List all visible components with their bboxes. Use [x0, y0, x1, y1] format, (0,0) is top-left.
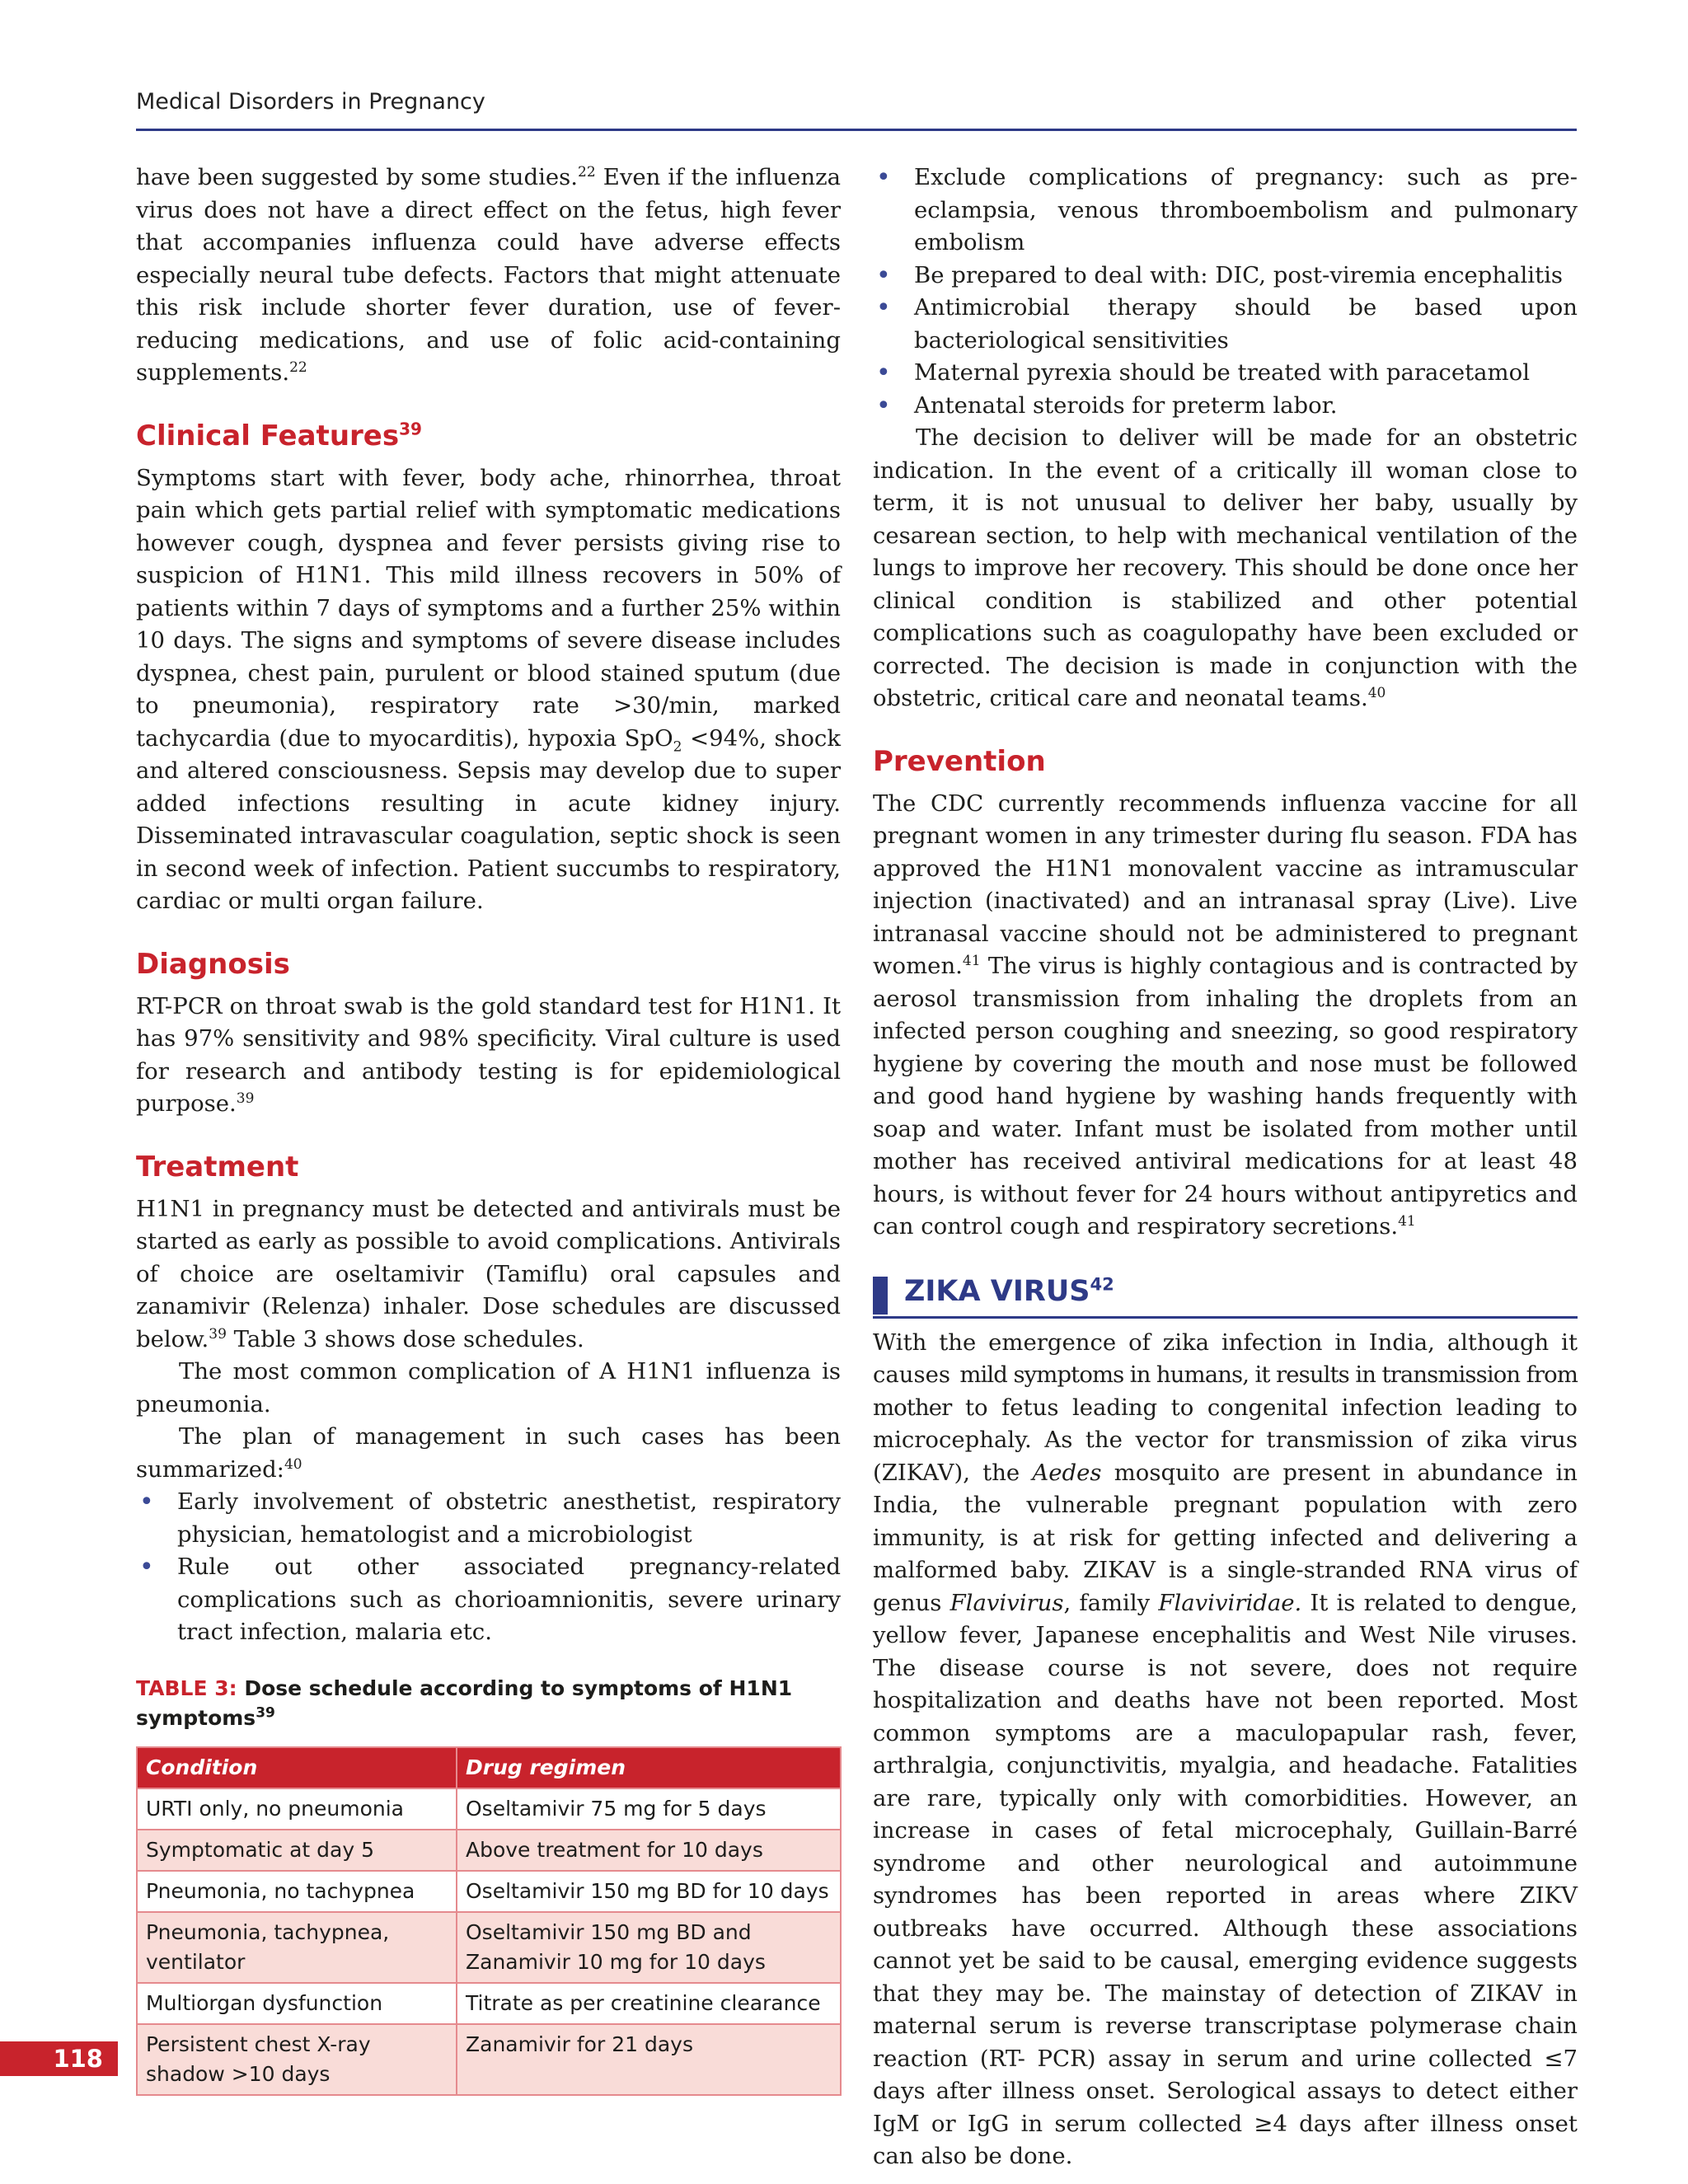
table-caption: TABLE 3: Dose schedule according to symptoms of H1N1 symptoms$^{39}$	[136, 1675, 793, 1730]
delivery-decision-paragraph: The decision to deliver will be made for an obstetric indication. In the event of a critically ill woman close to term, it is not unusual to deliver her baby, usually by cesarean section, to help with mechanical ventilation of the lungs to improve her recovery. This should be done once her clinical condition is stabilized and other potential complications such as coagulopathy have been excluded or corrected. The decision is made in conjunction with the obstetric, critical care and neonatal teams.$^{40}$	[873, 424, 1578, 711]
regimen-cell: Titrate as per creatinine clearance	[457, 1983, 841, 2024]
list-item: • Rule out other associated pregnancy-related complications such as chorioamnionitis, severe urinary tract infection, malaria etc.	[139, 1553, 841, 1645]
table-row	[137, 1912, 841, 1983]
regimen-cell: Oseltamivir 150 mg BD for 10 days	[457, 1871, 841, 1912]
bullet-icon: •	[876, 293, 891, 322]
diagnosis-paragraph: RT-PCR on throat swab is the gold standard test for H1N1. It has 97% sensitivity and 98% specificity. Viral culture is used for research and antibody testing is for epidemiological purpose.$^{39}$	[136, 992, 841, 1117]
section-marker	[873, 1277, 888, 1315]
complication-paragraph: The most common complication of A H1N1 influenza is pneumonia.	[136, 1358, 841, 1418]
prevention-heading: Prevention	[873, 744, 1046, 778]
condition-cell: URTI only, no pneumonia	[137, 1788, 457, 1830]
clinical-features-paragraph: Symptoms start with fever, body ache, rhinorrhea, throat pain which gets partial relief with symptomatic medications however cough, dyspnea and fever persists giving rise to suspicion of H1N1. This mild illness recovers in 50% of patients within 7 days of symptoms and a further 25% within 10 days. The signs and symptoms of severe disease includes dyspnea, chest pain, purulent or blood stained sputum (due to pneumonia), respiratory rate >30/min, marked tachycardia (due to myocarditis), hypoxia SpO$_2$ <94%, shock and altered consciousness. Sepsis may develop due to super added infections resulting in acute kidney injury. Disseminated intravascular coagulation, septic shock is seen in second week of infection. Patient succumbs to respiratory, cardiac or multi organ failure.	[136, 464, 842, 914]
diagnosis-heading: Diagnosis	[136, 947, 290, 981]
list-item: • Antenatal steroids for preterm labor.	[873, 390, 1578, 423]
prevention-paragraph: The CDC currently recommends influenza vaccine for all pregnant women in any trimester during flu season. FDA has approved the H1N1 monovalent vaccine as intramuscular injection (inactivated) and an intranasal spray (Live). Live intranasal vaccine should not be administered to pregnant women.$^{41}$ The virus is highly contagious and is contracted by aerosol transmission from inhaling the droplets from an infected person coughing and sneezing, so good respiratory hygiene by covering the mouth and nose must be followed and good hand hygiene by washing hands frequently with soap and water. Infant must be isolated from mother until mother has received antiviral medications for at least 48 hours, is without fever for 24 hours without antipyretics and can control cough and respiratory secretions.$^{41}$	[873, 790, 1578, 1240]
table-row	[137, 1788, 841, 1830]
bullet-icon: •	[876, 260, 891, 290]
table-row	[137, 2024, 841, 2095]
running-head: Medical Disorders in Pregnancy	[136, 89, 485, 115]
list-item: • Be prepared to deal with: DIC, post-viremia encephalitis	[873, 260, 1578, 293]
table-row	[137, 1830, 841, 1871]
table-header-row	[137, 1747, 841, 1788]
condition-cell: Persistent chest X-ray shadow >10 days	[137, 2024, 457, 2095]
regimen-cell: Above treatment for 10 days	[457, 1830, 841, 1871]
treatment-heading: Treatment	[136, 1150, 299, 1183]
header-rule	[136, 129, 1577, 131]
list-item: • Maternal pyrexia should be treated with paracetamol	[873, 357, 1578, 390]
condition-cell: Pneumonia, no tachypnea	[137, 1871, 457, 1912]
list-item: • Antimicrobial therapy should be based upon bacteriological sensitivities	[876, 293, 1578, 354]
regimen-cell: Oseltamivir 150 mg BD and Zanamivir 10 mg for 10 days	[457, 1912, 841, 1983]
column-header-condition: Condition	[137, 1747, 457, 1788]
left-column	[136, 162, 841, 2096]
regimen-cell: Zanamivir for 21 days	[457, 2024, 841, 2095]
intro-paragraph: have been suggested by some studies.$^{22}$ Even if the influenza virus does not have a direct effect on the fetus, high fever that accompanies influenza could have adverse effects especially neural tube defects. Factors that might attenuate this risk include shorter fever duration, use of fever-reducing medications, and use of folic acid-containing supplements.$^{22}$	[136, 163, 841, 386]
management-list-continued	[873, 162, 1578, 422]
bullet-icon: •	[139, 1488, 154, 1516]
right-column	[873, 162, 1578, 2173]
table-row	[137, 1871, 841, 1912]
bullet-icon: •	[876, 163, 891, 192]
treatment-paragraph: H1N1 in pregnancy must be detected and antivirals must be started as early as possible to avoid complications. Antivirals of choice are oseltamivir (Tamiflu) oral capsules and zanamivir (Relenza) inhaler. Dose schedules are discussed below.$^{39}$ Table 3 shows dose schedules.	[136, 1195, 841, 1352]
bullet-icon: •	[876, 391, 891, 420]
regimen-cell: Oseltamivir 75 mg for 5 days	[457, 1788, 841, 1830]
list-item: • Early involvement of obstetric anesthetist, respiratory physician, hematologist and a microbiologist	[139, 1488, 841, 1548]
condition-cell: Multiorgan dysfunction	[137, 1983, 457, 2024]
bullet-icon: •	[876, 359, 891, 387]
bullet-icon: •	[139, 1553, 154, 1582]
column-header-drug-regimen: Drug regimen	[457, 1747, 841, 1788]
management-list	[136, 1486, 841, 1649]
page-number: 118	[0, 2041, 118, 2076]
dose-table	[136, 1746, 842, 2096]
zika-virus-heading: ZIKA VIRUS$^{42}$	[904, 1273, 1114, 1308]
zika-paragraph: With the emergence of zika infection in India, although it causes mild symptoms in humans, it results in transmission from mother to fetus leading to congenital infection leading to microcephaly. As the vector for transmission of zika virus (ZIKAV), the Aedes mosquito are present in abundance in India, the vulnerable pregnant population with zero immunity, is at risk for getting infected and delivering a malformed baby. ZIKAV is a single-stranded RNA virus of genus Flavivirus, family Flaviviridae. It is related to dengue, yellow fever, Japanese encephalitis and West Nile viruses. The disease course is not severe, does not require hospitalization and deaths have not been reported. Most common symptoms are a maculopapular rash, fever, arthralgia, conjunctivitis, myalgia, and headache. Fatalities are rare, typically only with comorbidities. However, an increase in cases of fetal microcephaly, Guillain-Barré syndrome and other neurological and autoimmune syndromes has been reported in areas where ZIKV outbreaks have occurred. Although these associations cannot yet be said to be causal, emerging evidence suggests that they may be. The mainstay of detection of ZIKAV in maternal serum is reverse transcriptase polymerase chain reaction (RT- PCR) assay in serum and urine collected ≤7 days after illness onset. Serological assays to detect either IgM or IgG in serum collected ≥4 days after illness onset can also be done.	[873, 1329, 1578, 2169]
condition-cell: Symptomatic at day 5	[137, 1830, 457, 1871]
management-paragraph: The plan of management in such cases has been summarized:$^{40}$	[136, 1423, 841, 1483]
list-item: • Exclude complications of pregnancy: such as pre-eclampsia, venous thromboembolism and pulmonary embolism	[876, 163, 1578, 255]
zika-section-header	[873, 1273, 1578, 1319]
table-row	[137, 1983, 841, 2024]
condition-cell: Pneumonia, tachypnea, ventilator	[137, 1912, 457, 1983]
clinical-features-heading: Clinical Features$^{39}$	[136, 419, 422, 452]
